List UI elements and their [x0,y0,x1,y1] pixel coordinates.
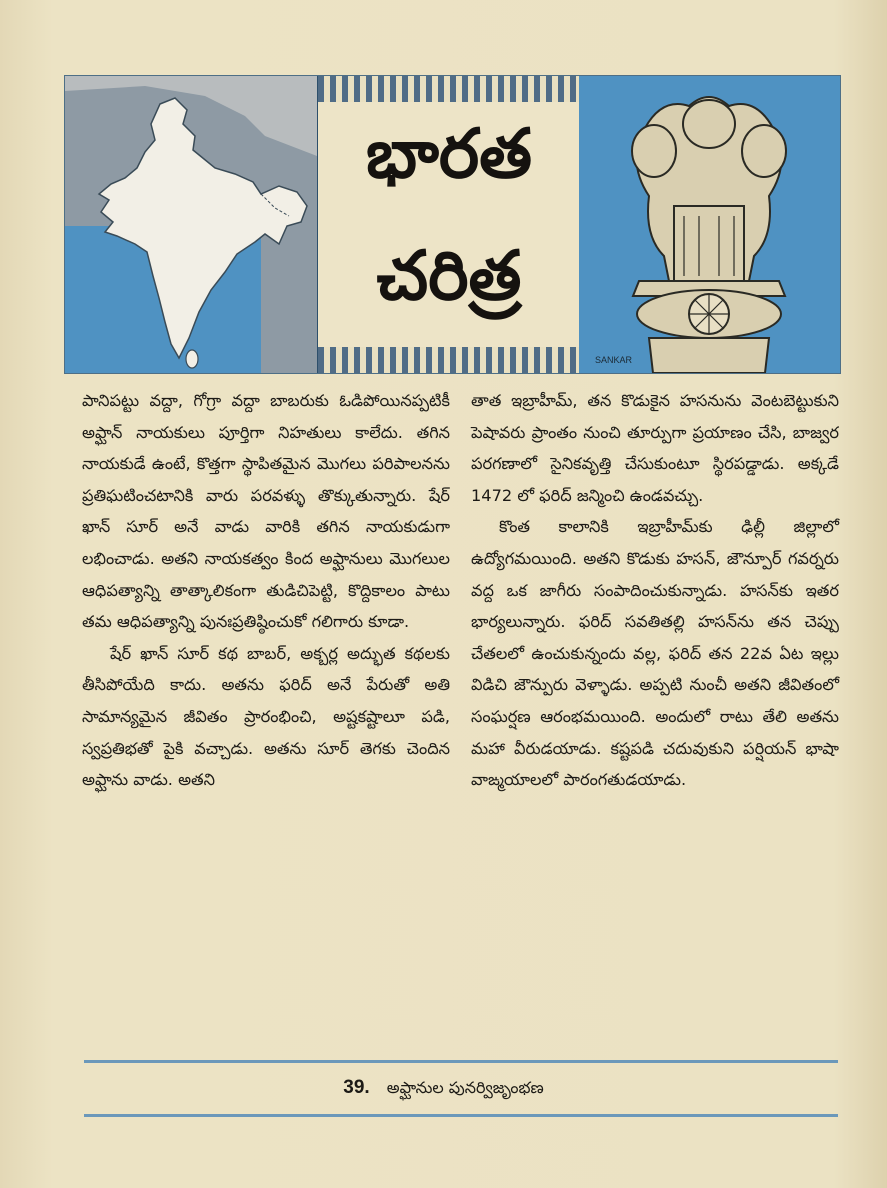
decorative-border-top [318,76,580,102]
page-number: 39. [343,1077,370,1098]
india-map-icon [65,76,317,373]
paragraph: కొంత కాలానికి ఇబ్రాహీమ్‌కు ఢిల్లీ జిల్లాలో ఉద్యోగమయింది. అతని కొడుకు హసన్, జౌన్పూర్ గవర్నరు వద్ద ఒక జాగీరు సంపాదించుకున్నాడు. హసన్‌కు ఇతర భార్యలున్నారు. ఫరిద్ సవతితల్లి హసన్‌ను తన చెప్పు చేతలలో ఉంచుకున్నందు వల్ల, ఫరిద్ తన 22వ ఏట ఇల్లు విడిచి జౌన్పురు వెళ్ళాడు. అప్పటి నుంచీ అతని జీవితంలో సంఘర్షణ ఆరంభమయింది. అందులో రాటు తేలి అతను మహా వీరుడయాడు. కష్టపడి చదువుకుని పర్షియన్ భాషా వాఙ్మయాలలో పారంగతుడయాడు. [471,517,839,790]
chapter-title: అఫ్ఘానుల పునర్విజృంభణ [386,1078,544,1097]
page-footer [0,1068,887,1108]
artist-signature: SANKAR [595,355,633,365]
paragraph: పానిపట్టు వద్దా, గోగ్రా వద్దా బాబరుకు ఓడిపోయినప్పటికీ అఫ్ఘాన్ నాయకులు పూర్తిగా నిహతులు కాలేదు. తగిన నాయకుడే ఉంటే, కొత్తగా స్థాపితమైన మొగలు పరిపాలనను ప్రతిఘటించటానికి వారు పరవళ్ళు తొక్కుతున్నారు. షేర్ ఖాన్ సూర్ అనే వాడు వారికి తగిన నాయకుడుగా లభించాడు. అతని నాయకత్వం కింద అఫ్ఘానులు మొగలుల ఆధిపత్యాన్ని తాత్కాలికంగా తుడిచిపెట్టి, కొద్దికాలం పాటు తమ ఆధిపత్యాన్ని పునఃప్రతిష్ఠించుకో గలిగారు కూడా. [82,391,451,632]
footer-rule-bottom [84,1114,838,1117]
title-line-1: భారత [365,114,533,194]
paragraph: షేర్ ఖాన్ సూర్ కథ బాబర్, అక్బర్ల అద్భుత కథలకు తీసిపోయేది కాదు. అతను ఫరిద్ అనే పేరుతో అతి సామాన్యమైన జీవితం ప్రారంభించి, అష్టకష్టాలూ పడి, స్వప్రతిభతో పైకి వచ్చాడు. అతను సూర్ తెగకు చెందిన అఫ్ఘాను వాడు. అతని [82,643,450,790]
emblem-panel [579,76,840,373]
paragraph: తాత ఇబ్రాహీమ్, తన కొడుకైన హసనును వెంటబెట్టుకుని పెషావరు ప్రాంతం నుంచి తూర్పుగా ప్రయాణం చేసి, బాజ్వర పరగణాలో సైనికవృత్తి చేసుకుంటూ స్థిరపడ్డాడు. అక్కడే 1472 లో ఫరిద్ జన్మించి ఉండవచ్చు. [471,391,839,505]
lion-capital-emblem-icon [579,76,840,373]
left-text-column [82,385,450,796]
decorative-border-bottom [318,347,580,373]
right-text-column [471,385,839,796]
india-map-panel [65,76,317,373]
title-line-2: చరిత్ర [376,236,522,316]
title-panel [317,76,581,373]
footer-rule-top [84,1060,838,1063]
header-illustration [64,75,841,374]
